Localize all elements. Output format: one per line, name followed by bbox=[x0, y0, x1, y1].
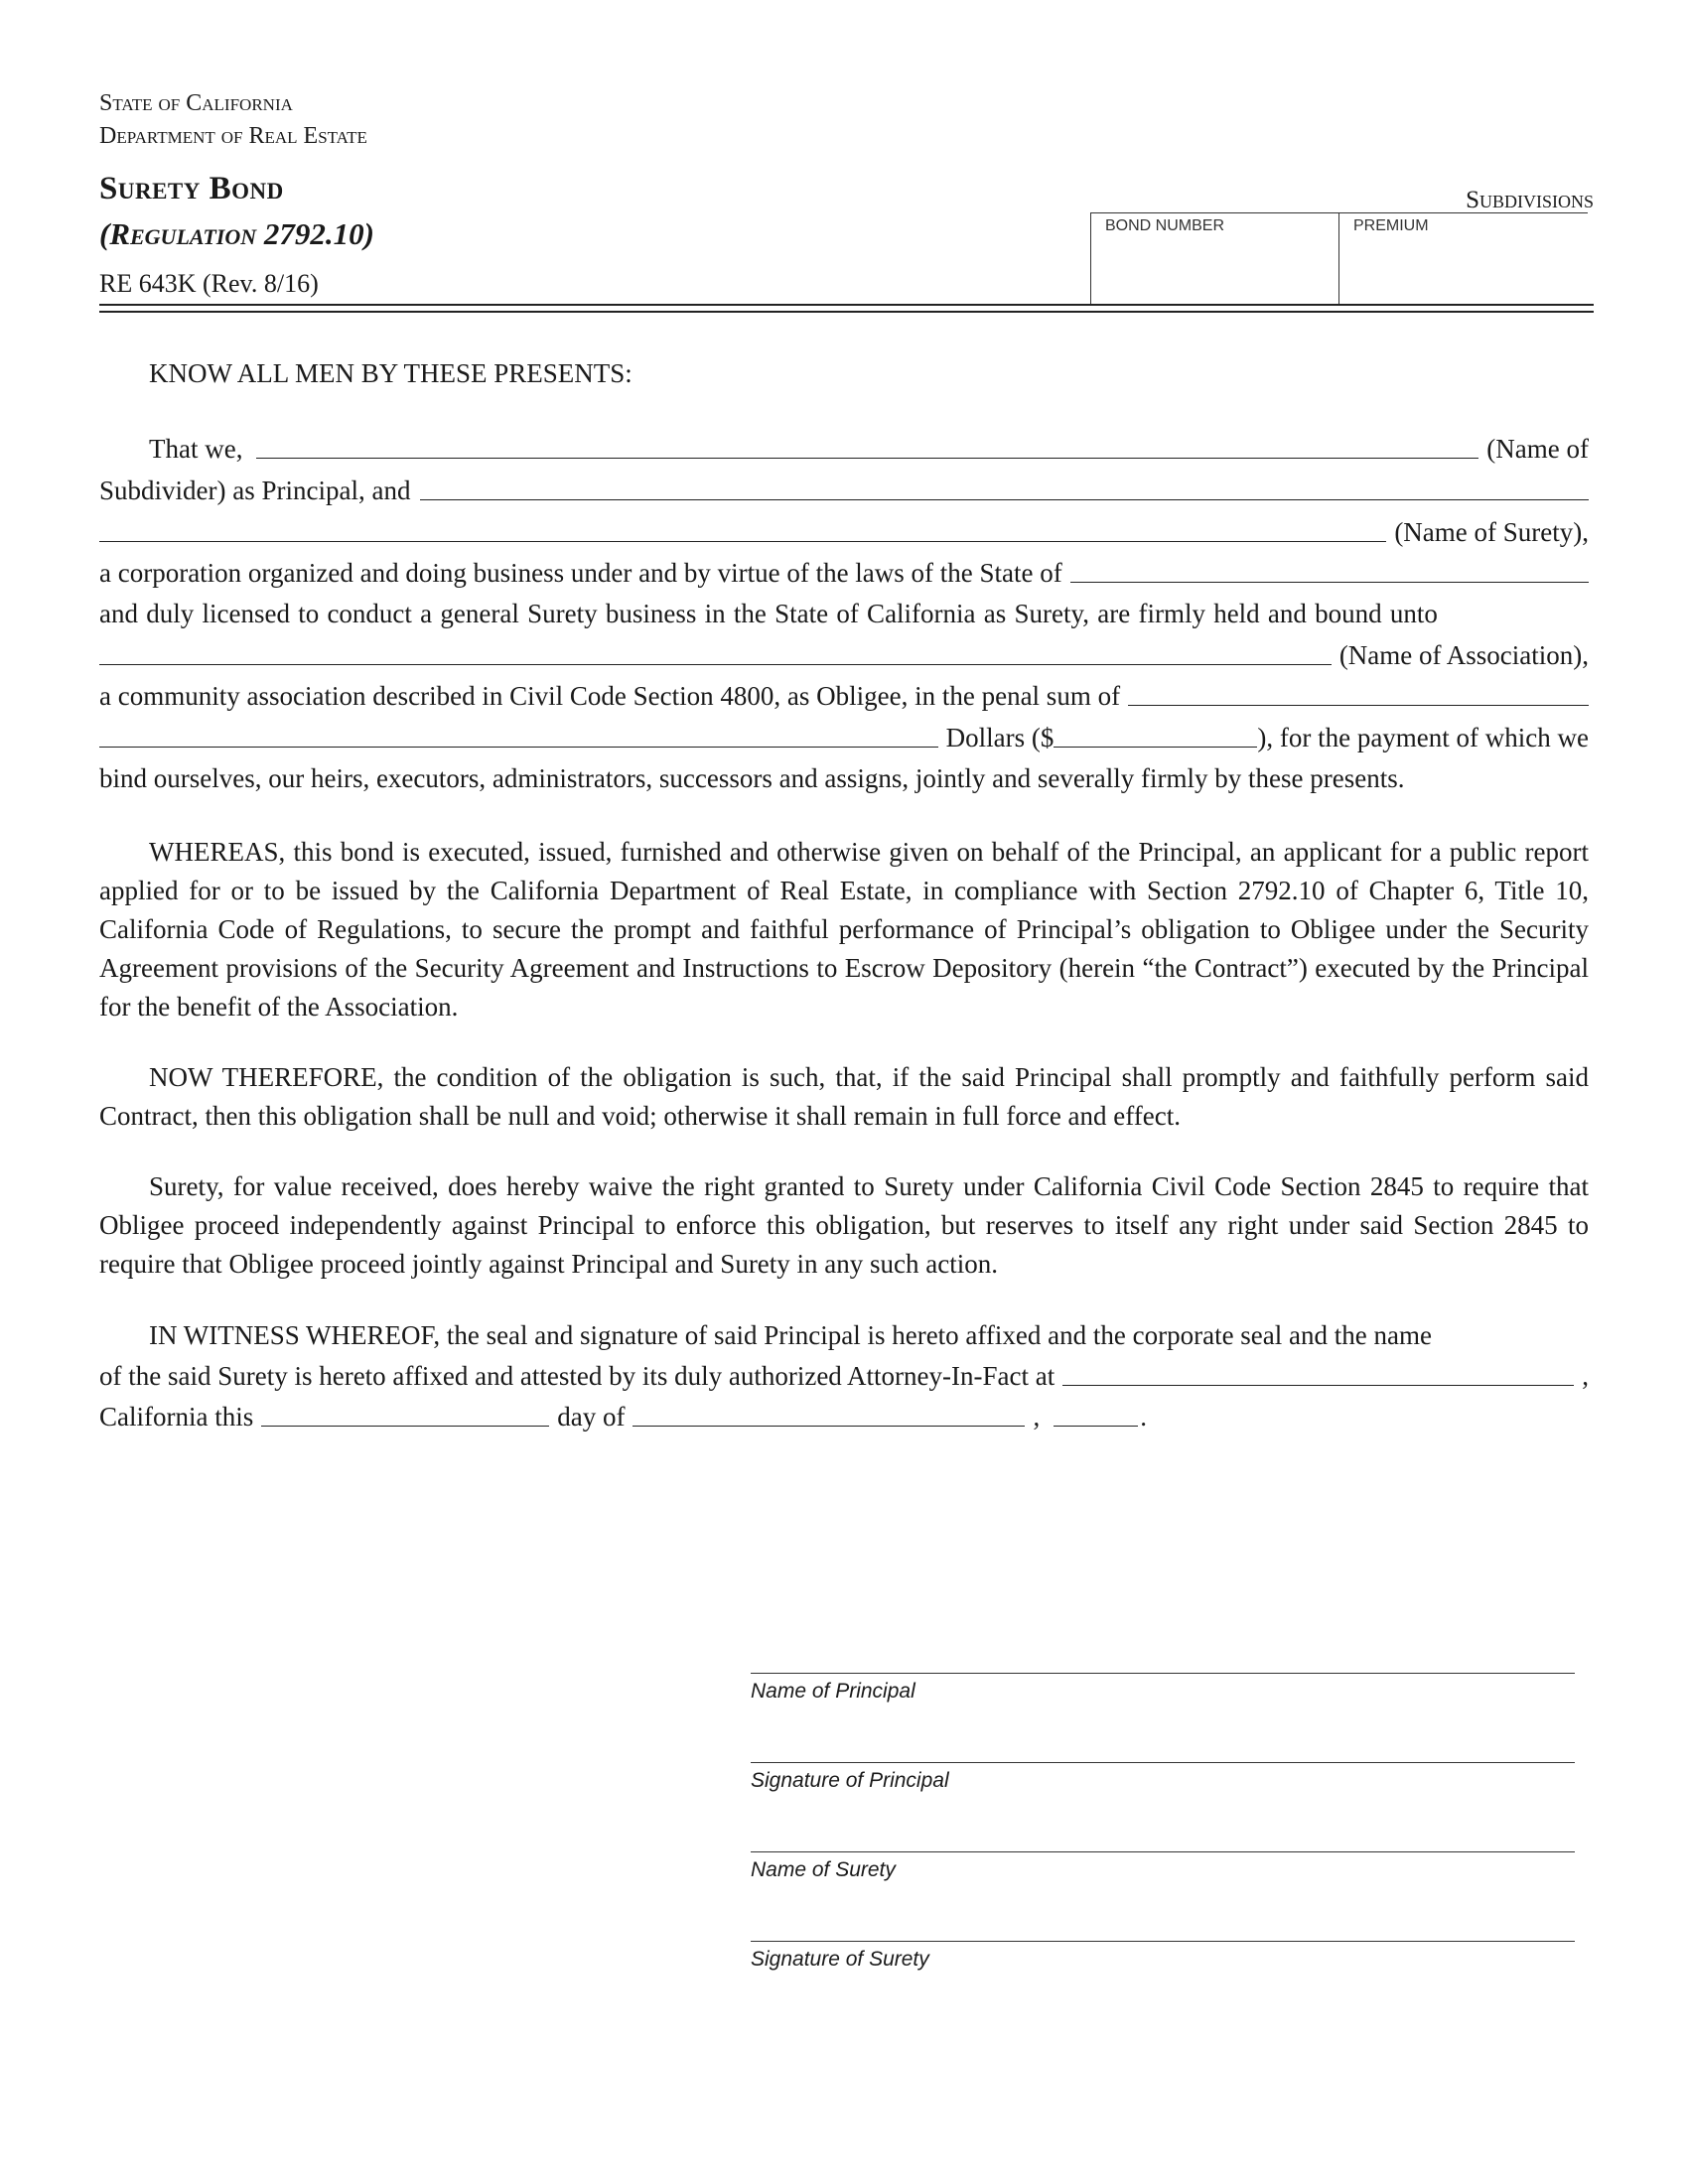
witness-line-3 bbox=[99, 1397, 1589, 1433]
text-name-of-surety: (Name of Surety), bbox=[1394, 517, 1589, 547]
form-line-4 bbox=[99, 553, 1589, 589]
witness-line-2 bbox=[99, 1356, 1589, 1392]
bond-number-field[interactable] bbox=[1090, 212, 1339, 306]
text-that-we: That we, bbox=[149, 434, 243, 464]
form-line-1 bbox=[99, 429, 1589, 465]
signature-of-principal-field[interactable] bbox=[751, 1762, 1575, 1763]
form-line-8 bbox=[99, 718, 1589, 753]
text-dollars: Dollars ($ bbox=[945, 723, 1055, 752]
signature-of-surety-field[interactable] bbox=[751, 1941, 1575, 1942]
form-number: RE 643K (Rev. 8/16) bbox=[99, 269, 319, 298]
form-line-2 bbox=[99, 471, 1589, 506]
text-witness-2: of the said Surety is hereto affixed and attested by its duly authorized Attorney-In-Fact at bbox=[99, 1361, 1055, 1391]
text-community-association: a community association described in Civil Code Section 4800, as Obligee, in the penal sum of bbox=[99, 681, 1121, 711]
now-therefore-paragraph: NOW THEREFORE, the condition of the obligation is such, that, if the said Principal shall promptly and faithfully perform said Contract, then this obligation shall be null and void; otherwise it shall remain in full force and effect. bbox=[99, 1062, 1589, 1131]
text-bind-ourselves: bind ourselves, our heirs, executors, administrators, successors and assigns, jointly and severally firmly by these presents. bbox=[99, 763, 1405, 793]
signature-of-principal-label: Signature of Principal bbox=[751, 1769, 949, 1792]
text-duly-licensed: and duly licensed to conduct a general Surety business in the State of California as Surety, are firmly held and bound unto bbox=[99, 599, 1438, 628]
form-line-6 bbox=[99, 635, 1589, 671]
year-field[interactable] bbox=[1054, 1426, 1138, 1427]
state-of-incorporation-field[interactable] bbox=[1070, 582, 1589, 583]
premium-field[interactable] bbox=[1338, 212, 1588, 306]
text-comma: , bbox=[1033, 1402, 1041, 1432]
surety-name-field-1[interactable] bbox=[420, 499, 1589, 500]
penal-sum-words-field-1[interactable] bbox=[1128, 705, 1589, 706]
header-divider-secondary bbox=[99, 311, 1594, 313]
form-line-9 bbox=[99, 758, 1589, 794]
text-day-of: day of bbox=[557, 1402, 626, 1432]
month-field[interactable] bbox=[633, 1426, 1025, 1427]
whereas-paragraph: WHEREAS, this bond is executed, issued, furnished and otherwise given on behalf of the Principal, an applicant for a public report applied for or to be issued by the California Department of Real Estate, in compliance with Section 2792.10 of Chapter 6, Title 10, California Code of Regulations, to secure the prompt and faithful performance of Principal’s obligation to Obligee under the Security Agreement provisions of the Security Agreement and Instructions to Escrow Depository (herein “the Contract”) executed by the Principal for the benefit of the Association. bbox=[99, 837, 1589, 1022]
signature-of-surety-label: Signature of Surety bbox=[751, 1948, 929, 1971]
form-line-7 bbox=[99, 676, 1589, 712]
form-category: Subdivisions bbox=[1466, 187, 1594, 213]
form-line-3 bbox=[99, 512, 1589, 548]
text-for-payment: ), for the payment of which we bbox=[1257, 723, 1589, 752]
text-california-this: California this bbox=[99, 1402, 254, 1432]
text-period: . bbox=[1140, 1402, 1147, 1432]
text-subdivider-principal: Subdivider) as Principal, and bbox=[99, 476, 411, 505]
day-field[interactable] bbox=[261, 1426, 549, 1427]
penal-sum-amount-field[interactable] bbox=[1054, 747, 1257, 748]
intro-text: KNOW ALL MEN BY THESE PRESENTS: bbox=[149, 358, 633, 388]
name-of-principal-label: Name of Principal bbox=[751, 1680, 915, 1703]
name-of-surety-label: Name of Surety bbox=[751, 1858, 896, 1881]
department-name: Department of Real Estate bbox=[99, 123, 367, 149]
text-corporation-organized: a corporation organized and doing business under and by virtue of the laws of the State of bbox=[99, 558, 1062, 588]
premium-label: PREMIUM bbox=[1353, 217, 1429, 234]
surety-name-field-2[interactable] bbox=[99, 541, 1386, 542]
witness-line-1 bbox=[99, 1315, 1589, 1351]
name-of-principal-field[interactable] bbox=[751, 1673, 1575, 1674]
penal-sum-words-field-2[interactable] bbox=[99, 747, 938, 748]
form-regulation: (Regulation 2792.10) bbox=[99, 216, 374, 251]
form-title: Surety Bond bbox=[99, 171, 284, 206]
name-of-surety-field[interactable] bbox=[751, 1851, 1575, 1852]
form-line-5 bbox=[99, 594, 1589, 629]
text-witness-1: IN WITNESS WHEREOF, the seal and signature of said Principal is hereto affixed and the corporate seal and the name bbox=[149, 1320, 1432, 1350]
execution-place-field[interactable] bbox=[1062, 1385, 1574, 1386]
bond-number-label: BOND NUMBER bbox=[1105, 217, 1225, 234]
text-name-of-association: (Name of Association), bbox=[1338, 640, 1589, 670]
state-name: State of California bbox=[99, 90, 293, 116]
header-divider bbox=[99, 304, 1594, 306]
agency-header bbox=[99, 87, 367, 153]
surety-waiver-paragraph: Surety, for value received, does hereby waive the right granted to Surety under California Civil Code Section 2845 to require that Obligee proceed independently against Principal to enforce this obligation, but reserves to itself any right under said Section 2845 to require that Obligee proceed jointly against Principal and Surety in any such action. bbox=[99, 1171, 1589, 1279]
text-name-of: (Name of bbox=[1486, 434, 1589, 464]
association-name-field[interactable] bbox=[99, 664, 1332, 665]
subdivider-name-field[interactable] bbox=[256, 458, 1478, 459]
text-witness-2-comma: , bbox=[1582, 1361, 1589, 1391]
